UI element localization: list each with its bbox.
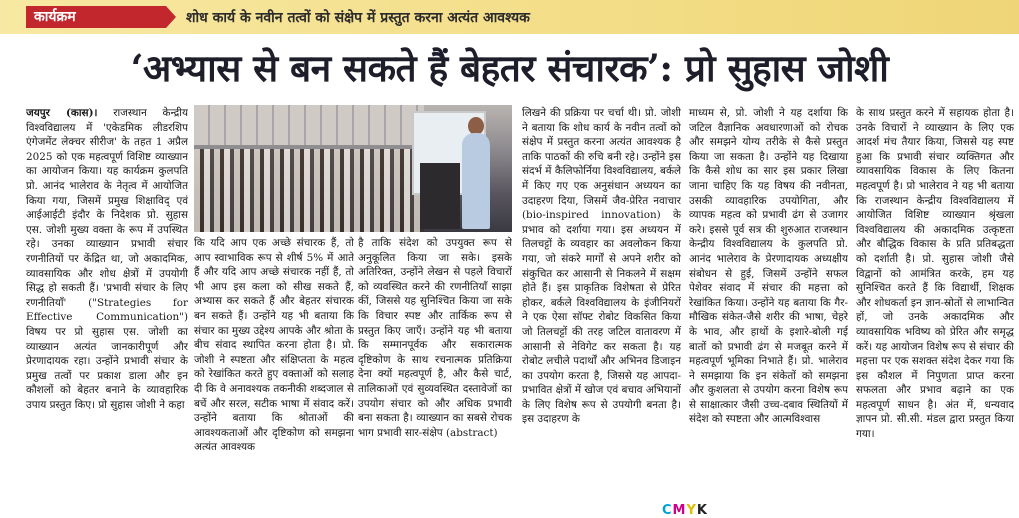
article-column-5 <box>689 106 848 486</box>
column-3-text: है ताकि संदेश को उपयुक्त रूप से अनुकूलित किया जा सके। इसके अतिरिक्त, उन्होंने लेखन से पहले विचारों को व्यवस्थित करने की रणनीतियाँ साझा कीं, जिससे यह सुनिश्चित किया जा सके कि विचार स्पष्ट और तार्किक रूप से प्रस्तुत किए जाएँ। उन्होंने यह भी बताया कि सम्मानपूर्वक और सकारात्मक दृष्टिकोण के साथ रचनात्मक प्रतिक्रिया देना क्यों महत्वपूर्ण है, और कैसे चार्ट, तालिकाओं एवं सुव्यवस्थित दस्तावेजों का उपयोग संचार को और अधिक प्रभावी बना सकता है। व्याख्यान का सबसे रोचक भाग प्रभावी सार-संक्षेप (abstract) <box>358 237 512 439</box>
headline: ‘अभ्यास से बन सकते हैं बेहतर संचारक’: प्रो सुहास जोशी <box>130 46 889 90</box>
column-4-text: लिखने की प्रक्रिया पर चर्चा थी। प्रो. जोशी ने बताया कि शोध कार्य के नवीन तत्वों को संक्षेप में प्रस्तुत करना अत्यंत आवश्यक है ताकि पाठकों की रुचि बनी रहे। उन्होंने इस संदर्भ में कैलिफोर्निया विश्वविद्यालय, बर्कले में किए गए एक अनुसंधान अध्ययन का उदाहरण दिया, जिसमें जैव-प्रेरित नवाचार (bio-inspired innovation) के प्रभाव को दर्शाया गया। इस अध्ययन में तिलचट्टों के व्यवहार का अवलोकन किया गया, जो संकरे मार्गों से अपने शरीर को संकुचित कर आसानी से निकलने में सक्षम होते हैं। इस प्राकृतिक विशेषता से प्रेरित होकर, बर्कले विश्वविद्यालय के इंजीनियरों ने एक ऐसा सॉफ्ट रोबोट विकसित किया जो तिलचट्टों की तरह जटिल वातावरण में आसानी से नेविगेट कर सकता है। यह रोबोट लचीले पदार्थों और अभिनव डिजाइन का उपयोग करता है, जिससे यह आपदा-प्रभावित क्षेत्रों में खोज एवं बचाव अभियानों के लिए विशेष रूप से उपयोगी बनता है। इस उदाहरण के <box>522 107 681 426</box>
article-column-1 <box>26 106 188 486</box>
column-5-text: माध्यम से, प्रो. जोशी ने यह दर्शाया कि जटिल वैज्ञानिक अवधारणाओं को रोचक और समझने योग्य तरीके से कैसे प्रस्तुत किया जा सकता है। उन्होंने यह दिखाया कि कैसे शोध का सार इस प्रकार लिखा जाना चाहिए कि यह विषय की नवीनता, उसकी व्यावहारिक उपयोगिता, और व्यापक महत्व को प्रभावी ढंग से उजागर करे। इससे पूर्व सत्र की शुरुआत राजस्थान केन्द्रीय विश्वविद्यालय के कुलपति प्रो. आनंद भालेराव के प्रेरणादायक अध्यक्षीय संबोधन से हुई, जिसमें उन्होंने सफल पेशेवर संवाद में संचार की महत्ता को रेखांकित किया। उन्होंने यह बताया कि गैर-मौखिक संकेत-जैसे शरीर की भाषा, चेहरे के भाव, और हाथों के इशारे-बोली गई बातों को प्रभावी ढंग से मजबूत करने में महत्वपूर्ण भूमिका निभाते हैं। प्रो. भालेराव ने समझाया कि इन संकेतों को समझना और कुशलता से उपयोग करना विशेष रूप से साक्षात्कार जैसी उच्च-दबाव स्थितियों में संदेश को स्पष्टता और आत्मविश्वास <box>689 107 848 426</box>
header-band <box>0 0 1019 34</box>
cmyk-y: Y <box>686 503 697 518</box>
cmyk-m: M <box>672 503 687 518</box>
article-column-6 <box>856 106 1014 486</box>
column-2-text: कि यदि आप एक अच्छे संचारक हैं, तो आप स्वाभाविक रूप से शीर्ष 5% में आते हैं और यदि आप अच्छे संचारक नहीं हैं, तो भी आप इस कला को सीख सकते हैं, अभ्यास कर सकते हैं और बेहतर संचारक बन सकते हैं। उन्होंने यह भी बताया कि संचार का मुख्य उद्देश्य आपके और श्रोता के बीच संवाद स्थापित करना होता है। प्रो. जोशी ने स्पष्टता और संक्षिप्तता के महत्व को रेखांकित करते हुए वक्ताओं को सलाह दी कि वे अनावश्यक तकनीकी शब्दजाल से बचें और सरल, सटीक भाषा में संवाद करें। उन्होंने बताया कि श्रोताओं की आवश्यकताओं और दृष्टिकोण को समझना अत्यंत आवश्यक <box>194 237 354 454</box>
hall-ceiling <box>194 105 424 145</box>
article-column-4 <box>522 106 681 486</box>
kicker-line: शोध कार्य के नवीन तत्वों को संक्षेप में प्रस्तुत करना अत्यंत आवश्यक <box>186 10 530 26</box>
cmyk-k: K <box>696 503 708 518</box>
dateline: जयपुर (कास)। <box>26 107 98 119</box>
cmyk-registration-marks <box>662 503 708 518</box>
section-label: कार्यक्रम <box>26 6 166 28</box>
cmyk-c: C <box>662 503 673 518</box>
audience <box>194 149 424 232</box>
podium <box>420 163 460 229</box>
column-1-text: राजस्थान केन्द्रीय विश्वविद्यालय में 'एकेडमिक लीडरशिप एंगेजमेंट लेक्चर सीरीज' के तहत 1 अप्रैल 2025 को एक महत्वपूर्ण विशिष्ट व्याख्यान का आयोजन किया। यह कार्यक्रम कुलपति प्रो. आनंद भालेराव के नेतृत्व में आयोजित किया गया, जिसमें प्रमुख शिक्षाविद् एवं आईआईटी इंदौर के निदेशक प्रो. सुहास एस. जोशी मुख्य वक्ता के रूप में उपस्थित रहे। उनका व्याख्यान प्रभावी संचार रणनीतियों पर केंद्रित था, जो अकादमिक, व्यावसायिक और शोध क्षेत्रों में उपयोगी सिद्ध हो सकती हैं। 'प्रभावी संचार के लिए रणनीतियाँ' ("Strategies for Effective Communication") विषय पर प्रो सुहास एस. जोशी का व्याख्यान अत्यंत जानकारीपूर्ण और प्रेरणादायक रहा। उन्होंने प्रभावी संचार के प्रमुख तत्वों पर प्रकाश डाला और इन कौशलों को बेहतर बनाने के व्यावहारिक उपाय प्रस्तुत किए। प्रो सुहास जोशी ने कहा <box>26 107 188 411</box>
column-6-text: के साथ प्रस्तुत करने में सहायक होता है। उनके विचारों ने व्याख्यान के लिए एक आदर्श मंच तैयार किया, जिससे यह स्पष्ट हुआ कि प्रभावी संचार व्यक्तिगत और व्यावसायिक विकास के लिए कितना महत्वपूर्ण है। प्रो भालेराव ने यह भी बताया कि राजस्थान केन्द्रीय विश्वविद्यालय में आयोजित विशिष्ट व्याख्यान श्रृंखला विश्वविद्यालय की अकादमिक उत्कृष्टता और बौद्धिक विकास के प्रति प्रतिबद्धता को दर्शाती है। प्रो. सुहास जोशी जैसे विद्वानों को आमंत्रित करके, हम यह सुनिश्चित करते हैं कि विद्यार्थी, शिक्षक और शोधकर्ता इन ज्ञान-स्रोतों से लाभान्वित हों, जो उनके अकादमिक और व्यावसायिक भविष्य को प्रेरित और समृद्ध करें। यह आयोजन विशेष रूप से संचार की महत्ता पर एक सशक्त संदेश देकर गया कि इस कौशल में निपुणता प्राप्त करना सफलता और प्रभाव बढ़ाने का एक महत्वपूर्ण साधन है। अंत में, धन्यवाद ज्ञापन प्रो. सी.सी. मंडल द्वारा प्रस्तुत किया गया। <box>856 107 1014 441</box>
article-column-3 <box>358 236 512 486</box>
speaker <box>462 133 490 229</box>
article-column-2 <box>194 236 354 486</box>
lecture-photo <box>194 105 512 232</box>
